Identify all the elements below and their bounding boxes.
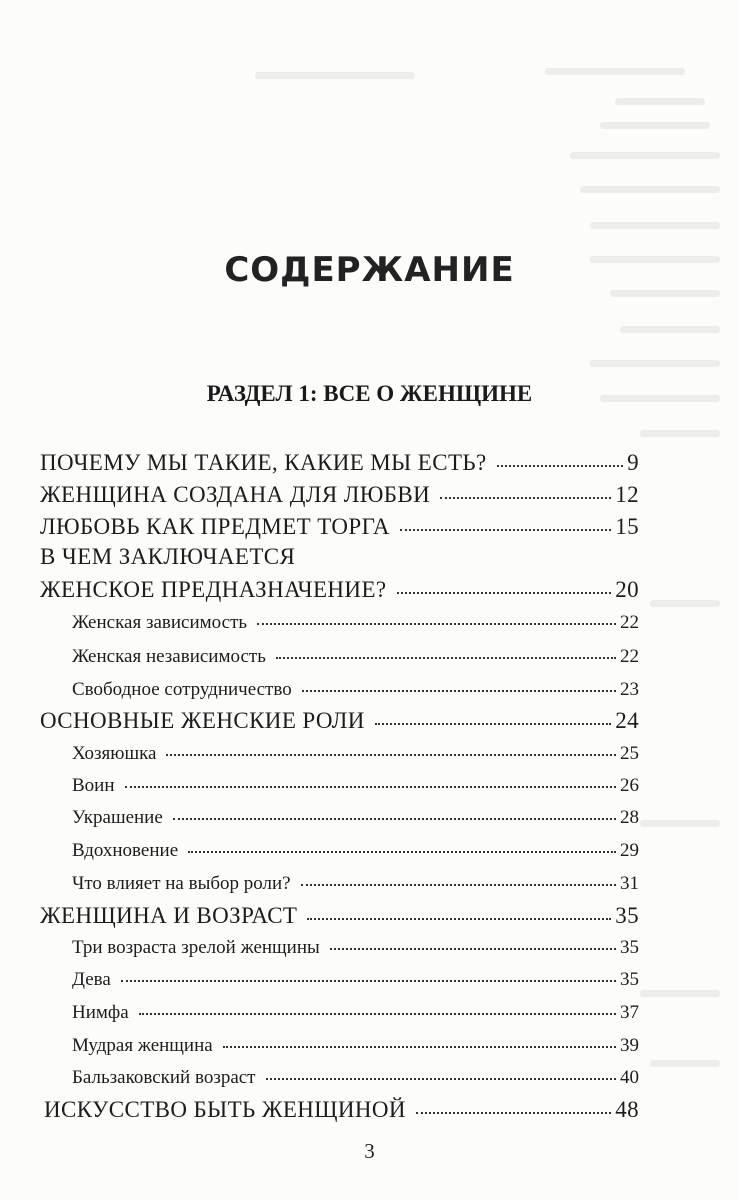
toc-entry-page: 39: [620, 1035, 639, 1056]
toc-entry-page: 23: [620, 679, 639, 700]
dot-leader: [257, 623, 616, 625]
toc-entry-page: 22: [620, 612, 639, 633]
toc-entry-title: ЖЕНСКОЕ ПРЕДНАЗНАЧЕНИЕ?: [40, 577, 387, 602]
dot-leader: [223, 1046, 616, 1048]
toc-entry-page: 24: [615, 708, 639, 733]
dot-leader: [397, 592, 612, 594]
toc-entry-page: 22: [620, 646, 639, 667]
toc-entry[interactable]: [40, 578, 639, 601]
dot-leader: [173, 818, 616, 820]
dot-leader: [497, 465, 623, 467]
toc-entry[interactable]: [72, 776, 639, 795]
toc-entry-title: Дева: [72, 969, 111, 990]
toc-entry-page: 26: [620, 775, 639, 796]
dot-leader: [121, 980, 616, 982]
toc-entry-title: ЖЕНЩИНА И ВОЗРАСТ: [40, 903, 298, 928]
toc-entry[interactable]: [72, 938, 639, 957]
toc-entry-title: Женская зависимость: [72, 612, 248, 633]
toc-entry[interactable]: [40, 709, 639, 732]
toc-entry-page: 31: [620, 873, 639, 894]
toc-entry-title: Мудрая женщина: [72, 1035, 213, 1056]
dot-leader: [400, 529, 611, 531]
dot-leader: [188, 851, 616, 853]
toc-entry[interactable]: [72, 970, 639, 989]
toc-entry-title: ЖЕНЩИНА СОЗДАНА ДЛЯ ЛЮБВИ: [40, 482, 431, 507]
toc-entry[interactable]: [72, 680, 639, 699]
toc-entry-page: 15: [615, 514, 639, 539]
toc-entry-title: Бальзаковский возраст: [72, 1067, 256, 1088]
toc-entry-page: 48: [615, 1097, 639, 1122]
toc-entry[interactable]: [72, 1036, 639, 1055]
dot-leader: [375, 723, 611, 725]
toc-entry[interactable]: [72, 808, 639, 827]
toc-entry-title: Нимфа: [72, 1002, 129, 1023]
toc-entry-title: Воин: [72, 775, 115, 796]
toc-entry[interactable]: [72, 1003, 639, 1022]
section-title: РАЗДЕЛ 1: ВСЕ О ЖЕНЩИНЕ: [206, 381, 533, 406]
toc-entry-page: 25: [620, 743, 639, 764]
toc-entry[interactable]: [40, 483, 639, 506]
dot-leader: [139, 1013, 616, 1015]
toc-entry[interactable]: [72, 744, 639, 763]
toc-entry-page: 35: [620, 937, 639, 958]
dot-leader: [125, 786, 616, 788]
toc-entry[interactable]: [44, 1098, 639, 1121]
dot-leader: [440, 497, 611, 499]
toc-entry[interactable]: [72, 874, 639, 893]
toc-entry[interactable]: [72, 647, 639, 666]
dot-leader: [166, 754, 616, 756]
toc-entry-title: ПОЧЕМУ МЫ ТАКИЕ, КАКИЕ МЫ ЕСТЬ?: [40, 450, 487, 475]
toc-entry-title: ИСКУССТВО БЫТЬ ЖЕНЩИНОЙ: [44, 1097, 406, 1122]
toc-entry-page: 35: [615, 903, 639, 928]
dot-leader: [276, 657, 616, 659]
dot-leader: [416, 1112, 611, 1114]
toc-entry[interactable]: [40, 515, 639, 538]
dot-leader: [330, 948, 616, 950]
page-title: СОДЕРЖАНИЕ: [224, 250, 515, 290]
toc-entry-title: Украшение: [72, 807, 163, 828]
toc-entry-page: 29: [620, 840, 639, 861]
toc-entry-title: Женская независимость: [72, 646, 266, 667]
toc-entry-title: ОСНОВНЫЕ ЖЕНСКИЕ РОЛИ: [40, 708, 365, 733]
page-number: 3: [364, 1139, 375, 1163]
dot-leader: [302, 690, 616, 692]
dot-leader: [301, 884, 616, 886]
toc-entry-title: Хозяюшка: [72, 743, 157, 764]
toc-entry-title: В ЧЕМ ЗАКЛЮЧАЕТСЯ: [40, 544, 296, 569]
toc-entry-page: 35: [620, 969, 639, 990]
toc-entry[interactable]: [72, 1068, 639, 1087]
dot-leader: [307, 918, 611, 920]
toc-entry[interactable]: [72, 841, 639, 860]
toc-entry-page: 37: [620, 1002, 639, 1023]
toc-entry[interactable]: [40, 451, 639, 474]
toc-entry-page: 12: [615, 482, 639, 507]
toc-entry[interactable]: [40, 545, 295, 568]
toc-entry-title: Что влияет на выбор роли?: [72, 873, 291, 894]
toc-entry-page: 40: [620, 1067, 639, 1088]
toc-entry-page: 28: [620, 807, 639, 828]
toc-entry-title: Три возраста зрелой женщины: [72, 937, 320, 958]
toc-entry-title: Вдохновение: [72, 840, 179, 861]
toc-entry-page: 20: [615, 577, 639, 602]
toc-entry[interactable]: [40, 904, 639, 927]
toc-entry-title: Свободное сотрудничество: [72, 679, 292, 700]
toc-entry-page: 9: [627, 450, 639, 475]
toc-entry[interactable]: [72, 613, 639, 632]
toc-entry-title: ЛЮБОВЬ КАК ПРЕДМЕТ ТОРГА: [40, 514, 390, 539]
dot-leader: [266, 1078, 617, 1080]
